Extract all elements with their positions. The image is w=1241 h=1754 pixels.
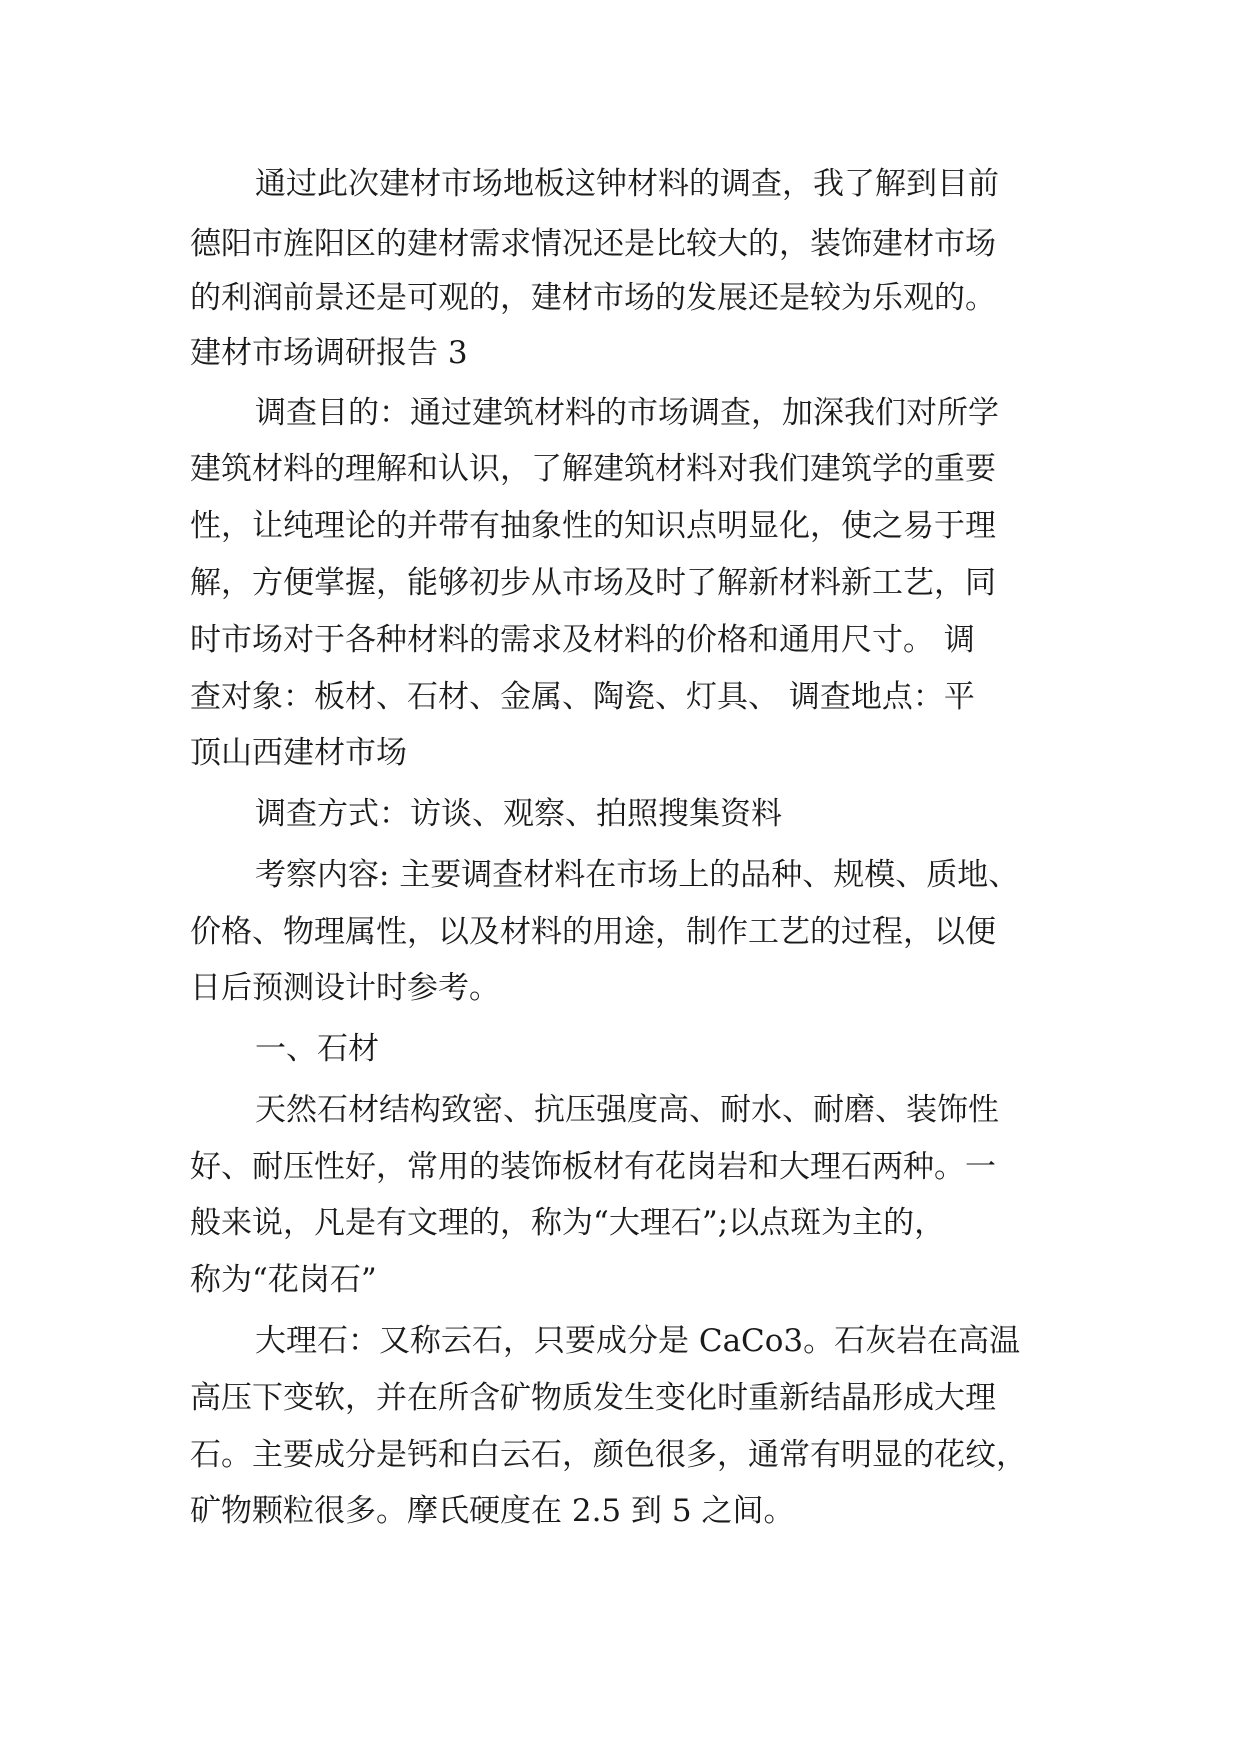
paragraph-line: 时市场对于各种材料的需求及材料的价格和通用尺寸。 调 — [190, 622, 975, 658]
paragraph-line: 建筑材料的理解和认识，了解建筑材料对我们建筑学的重要 — [190, 451, 996, 487]
paragraph-line: 称为“花岗石” — [190, 1262, 377, 1298]
paragraph-line: 德阳市旌阳区的建材需求情况还是比较大的，装饰建材市场 — [190, 226, 996, 262]
paragraph-line: 价格、物理属性，以及材料的用途，制作工艺的过程，以便 — [190, 914, 996, 950]
paragraph-line: 大理石：又称云石，只要成分是 CaCo3。石灰岩在高温 — [255, 1323, 1021, 1359]
paragraph-line: 通过此次建材市场地板这钟材料的调查，我了解到目前 — [255, 166, 999, 202]
paragraph-line: 矿物颗粒很多。摩氏硬度在 2.5 到 5 之间。 — [190, 1493, 795, 1529]
paragraph-line: 调查目的：通过建筑材料的市场调查，加深我们对所学 — [255, 395, 999, 431]
paragraph-line: 顶山西建材市场 — [190, 735, 407, 771]
paragraph-line: 调查方式：访谈、观察、拍照搜集资料 — [255, 796, 782, 832]
paragraph-line: 解，方便掌握，能够初步从市场及时了解新材料新工艺，同 — [190, 565, 996, 601]
paragraph-line: 考察内容: 主要调查材料在市场上的品种、规模、质地、 — [255, 857, 1020, 893]
paragraph-line: 查对象：板材、石材、金属、陶瓷、灯具、 调查地点：平 — [190, 679, 975, 715]
paragraph-line: 般来说，凡是有文理的，称为“大理石”;以点斑为主的， — [190, 1205, 946, 1241]
paragraph-line: 的利润前景还是可观的，建材市场的发展还是较为乐观的。 — [190, 280, 996, 316]
paragraph-line: 日后预测设计时参考。 — [190, 970, 500, 1006]
section-heading: 建材市场调研报告 3 — [190, 335, 468, 371]
subsection-heading: 一、石材 — [255, 1031, 379, 1067]
paragraph-line: 性，让纯理论的并带有抽象性的知识点明显化，使之易于理 — [190, 508, 996, 544]
paragraph-line: 石。主要成分是钙和白云石，颜色很多，通常有明显的花纹， — [190, 1437, 1027, 1473]
paragraph-line: 天然石材结构致密、抗压强度高、耐水、耐磨、装饰性 — [255, 1092, 999, 1128]
paragraph-line: 好、耐压性好，常用的装饰板材有花岗岩和大理石两种。一 — [190, 1149, 996, 1185]
paragraph-line: 高压下变软，并在所含矿物质发生变化时重新结晶形成大理 — [190, 1380, 996, 1416]
